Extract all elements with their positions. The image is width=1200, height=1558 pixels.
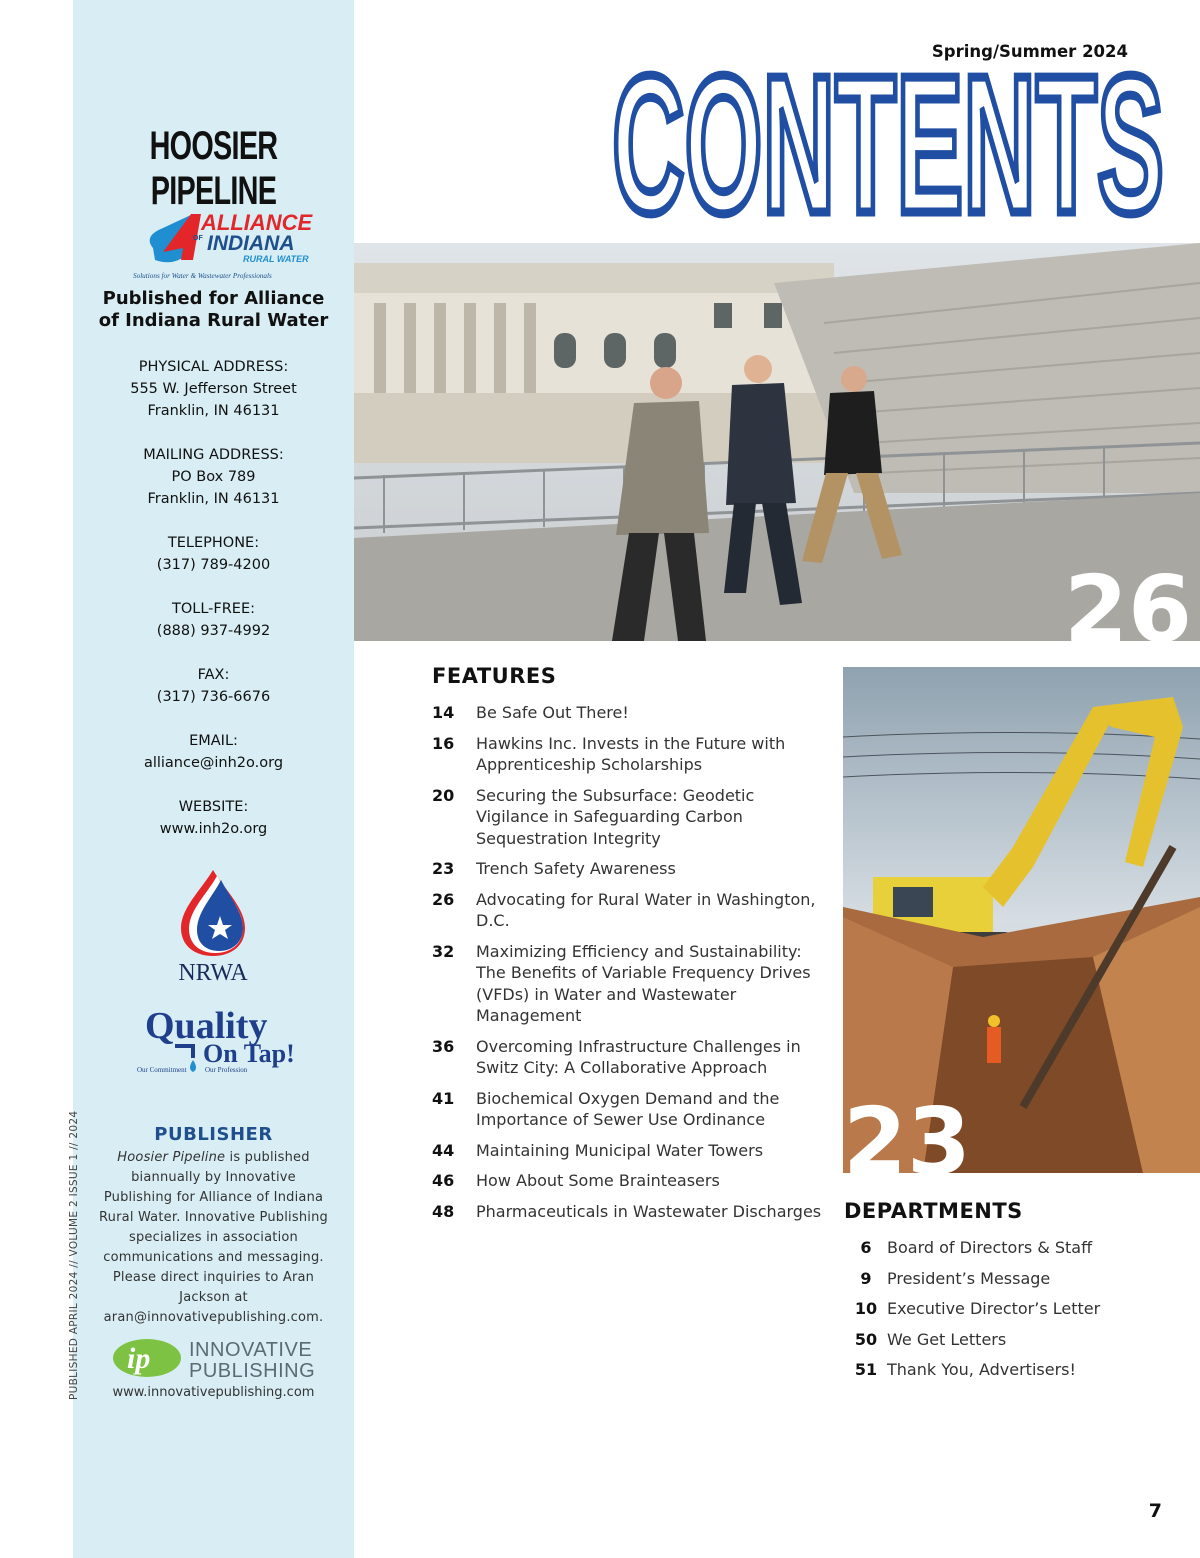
- quality-line1: Quality: [145, 1005, 268, 1047]
- alliance-tagline: Solutions for Water & Wastewater Professionals: [133, 272, 272, 280]
- physical-address: PHYSICAL ADDRESS: 555 W. Jefferson Street Franklin, IN 46131: [130, 359, 297, 419]
- published-for: Published for Alliance of Indiana Rural Water: [98, 288, 329, 331]
- feature-item[interactable]: 46 How About Some Brainteasers: [432, 1171, 720, 1190]
- email: EMAIL: alliance@inh2o.org: [73, 730, 354, 774]
- toll-free: TOLL-FREE: (888) 937-4992: [156, 601, 271, 639]
- page-number: 7: [1148, 1500, 1162, 1522]
- alliance-logo: [133, 208, 333, 283]
- feature-item[interactable]: 20 Securing the Subsurface: Geodetic Vigilance in Safeguarding Carbon Sequestration Integrity: [432, 785, 755, 848]
- contents-title: [612, 62, 1168, 222]
- issue-date: Spring/Summer 2024: [931, 42, 1128, 61]
- fax: FAX: (317) 736-6676: [156, 667, 271, 705]
- ip-line1: INNOVATIVE: [189, 1339, 313, 1361]
- innovative-publishing-logo: [111, 1334, 321, 1382]
- feature-item[interactable]: 36 Overcoming Infrastructure Challenges in Switz City: A Collaborative Approach: [432, 1036, 801, 1077]
- publication-info-vertical: PUBLISHED APRIL 2024 // VOLUME 2 ISSUE 1 // 2024: [68, 1110, 80, 1400]
- alliance-line1: ALLIANCE: [201, 210, 313, 235]
- feature-item[interactable]: 44 Maintaining Municipal Water Towers: [432, 1140, 764, 1160]
- quality-left: Our Commitment: [137, 1066, 187, 1074]
- telephone: TELEPHONE: (317) 789-4200: [156, 535, 271, 573]
- nrwa-wordmark: NRWA: [178, 960, 248, 986]
- publisher-heading: PUBLISHER: [154, 1124, 273, 1145]
- website: WEBSITE: www.inh2o.org: [73, 796, 354, 840]
- nrwa-logo: [173, 866, 253, 986]
- ip-line2: PUBLISHING: [189, 1360, 316, 1382]
- features-heading: FEATURES: [432, 664, 557, 688]
- features-list: [432, 702, 822, 1231]
- contact-info: [73, 356, 354, 862]
- photo-number-26: 26: [1063, 556, 1193, 641]
- quality-line2: On Tap!: [203, 1039, 295, 1068]
- capitol-photo: [354, 243, 1200, 641]
- department-item[interactable]: 6 Board of Directors & Staff: [860, 1238, 1093, 1257]
- feature-item[interactable]: 16 Hawkins Inc. Invests in the Future with Apprenticeship Scholarships: [432, 733, 786, 774]
- alliance-line3: RURAL WATER: [243, 254, 309, 264]
- worker: [987, 1027, 1001, 1063]
- ip-mark: ip: [127, 1342, 151, 1375]
- department-item[interactable]: 50 We Get Letters: [854, 1329, 1007, 1349]
- website-link[interactable]: www.inh2o.org: [159, 821, 268, 837]
- feature-item[interactable]: 32 Maximizing Efficiency and Sustainability: The Benefits of Variable Frequency Drives (VFDs) in Water and Wastewater Management: [432, 941, 811, 1025]
- quality-on-tap-logo: [135, 1002, 295, 1082]
- feature-item[interactable]: 48 Pharmaceuticals in Wastewater Discharges: [432, 1201, 822, 1221]
- alliance-of: OF: [193, 235, 203, 242]
- department-item[interactable]: 9 President’s Message: [860, 1268, 1051, 1288]
- mailing-address: MAILING ADDRESS: PO Box 789 Franklin, IN 46131: [143, 447, 284, 507]
- publisher-blurb: Hoosier Pipeline is published biannually by Innovative Publishing for Alliance of Indiana Rural Water. Innovative Publishing specializes in association communications and messaging. Please direct inquiries to Aran Jackson at aran@innovativepublishing.com.: [99, 1150, 328, 1325]
- svg-text:CONTENTS: CONTENTS: [612, 62, 1164, 222]
- sidebar: [73, 0, 354, 1558]
- masthead-title: HOOSIER PIPELINE: [149, 124, 278, 213]
- departments-heading: DEPARTMENTS: [844, 1199, 1023, 1223]
- alliance-line2: INDIANA: [207, 232, 295, 255]
- department-item[interactable]: 10 Executive Director’s Letter: [854, 1299, 1101, 1318]
- email-link[interactable]: alliance@inh2o.org: [143, 755, 284, 771]
- feature-item[interactable]: 26 Advocating for Rural Water in Washington, D.C.: [432, 889, 816, 930]
- departments-list: [845, 1237, 1155, 1390]
- publisher-website-link[interactable]: www.innovativepublishing.com: [112, 1385, 315, 1400]
- feature-item[interactable]: 41 Biochemical Oxygen Demand and the Importance of Sewer Use Ordinance: [432, 1088, 780, 1129]
- photo-number-23: 23: [843, 1088, 972, 1173]
- feature-item[interactable]: 14 Be Safe Out There!: [432, 703, 629, 722]
- quality-right: Our Profession: [205, 1066, 248, 1074]
- feature-item[interactable]: 23 Trench Safety Awareness: [432, 859, 676, 878]
- department-item[interactable]: 51 Thank You, Advertisers!: [854, 1360, 1076, 1379]
- excavator-photo: [843, 667, 1200, 1173]
